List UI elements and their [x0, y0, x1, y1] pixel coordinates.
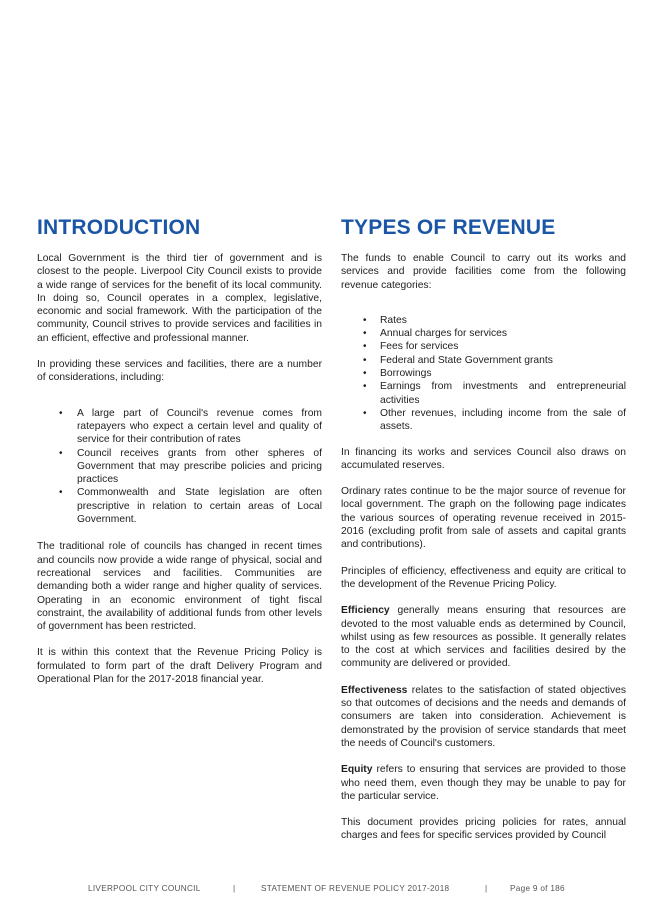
effectiveness-definition: relates to the satisfaction of stated objectives so that outcomes of decisions and the needs and demands of consumers are taken into consideration. Achievement is demonstrated by the provision of service standards that meet the needs of Council's customers.	[341, 684, 626, 749]
bullet-icon: •	[363, 381, 367, 393]
list-item: • Federal and State Government grants	[363, 354, 553, 366]
list-item: • Commonwealth and State legislation are often prescriptive in relation to certain areas of Local Government.	[59, 487, 322, 526]
effectiveness-paragraph	[341, 684, 626, 750]
footer-page-number: Page 9 of 186	[510, 884, 565, 893]
bullet-icon: •	[363, 407, 367, 419]
list-item: • Rates	[363, 314, 407, 326]
footer-separator: |	[233, 884, 236, 893]
revenue-paragraph-3: Ordinary rates continue to be the major source of revenue for local government. The graph on the following page indicates the various sources of operating revenue received in 2015-2016 (excluding profit from sale of assets and capital grants and contributions).	[341, 486, 626, 551]
efficiency-term: Efficiency	[341, 605, 390, 617]
equity-paragraph	[341, 763, 626, 803]
list-item: • Other revenues, including income from the sale of assets.	[363, 407, 626, 433]
footer-organization: LIVERPOOL CITY COUNCIL	[88, 884, 201, 893]
equity-definition: refers to ensuring that services are provided to those who need them, even though they may be unable to pay for the particular service.	[341, 764, 626, 802]
considerations-list	[37, 398, 322, 527]
bullet-icon: •	[59, 407, 63, 419]
revenue-paragraph-4: Principles of efficiency, effectiveness and equity are critical to the development of the Revenue Pricing Policy.	[341, 565, 626, 590]
efficiency-paragraph	[341, 604, 626, 670]
bullet-icon: •	[363, 354, 367, 366]
revenue-paragraph-1: The funds to enable Council to carry out its works and services and provide facilities come from the following revenue categories:	[341, 253, 626, 291]
intro-paragraph-1: Local Government is the third tier of government and is closest to the people. Liverpool City Council exists to provide a wide range of services for the benefit of its local community. In doing so, Council operates in a complex, legislative, economic and social framework. With the participation of the community, Council strives to provide services and facilities in an efficient, effective and professional manner.	[37, 253, 322, 344]
revenue-categories-list	[341, 305, 626, 434]
list-item: • Council receives grants from other spheres of Government that may prescribe policies and pricing practices	[59, 447, 322, 486]
bullet-icon: •	[363, 341, 367, 353]
efficiency-definition: generally means ensuring that resources are devoted to the most valuable ends as determined by Council, whilst using as few resources as possible. It generally relates to the cost at which services and facilities desired by the community are delivered or provided.	[341, 605, 626, 670]
revenue-paragraph-2: In financing its works and services Council also draws on accumulated reserves.	[341, 446, 626, 471]
page-footer	[0, 884, 653, 898]
list-item: • Fees for services	[363, 341, 459, 353]
revenue-column	[341, 214, 626, 856]
bullet-icon: •	[59, 487, 63, 499]
intro-paragraph-3: The traditional role of councils has changed in recent times and councils now provide a wide range of physical, social and recreational services and facilities. Communities are demanding both a wider range and higher quality of services. Operating in an economic environment of tight fiscal constraint, the availability of additional funds from other levels of government has been restricted.	[37, 541, 322, 633]
list-item: • Annual charges for services	[363, 328, 508, 340]
intro-paragraph-2: In providing these services and facilities, there are a number of considerations, including:	[37, 359, 322, 384]
footer-separator: |	[485, 884, 488, 893]
bullet-icon: •	[363, 314, 367, 326]
bullet-icon: •	[363, 368, 367, 380]
intro-paragraph-4: It is within this context that the Revenue Pricing Policy is formulated to form part of the draft Delivery Program and Operational Plan for the 2017-2018 financial year.	[37, 647, 322, 686]
list-item: • A large part of Council's revenue comes from ratepayers who expect a certain level and quality of service for their contribution of rates	[59, 407, 322, 446]
footer-document-title: STATEMENT OF REVENUE POLICY 2017-2018	[261, 884, 450, 893]
list-item: • Earnings from investments and entrepreneurial activities	[363, 381, 626, 406]
revenue-paragraph-5: This document provides pricing policies for rates, annual charges and fees for specific services provided by Council	[341, 817, 626, 842]
bullet-icon: •	[59, 447, 63, 459]
bullet-icon: •	[363, 328, 367, 340]
effectiveness-term: Effectiveness	[341, 684, 408, 696]
introduction-heading: INTRODUCTION	[37, 216, 201, 239]
revenue-heading: TYPES OF REVENUE	[341, 216, 556, 239]
introduction-column	[37, 214, 322, 699]
list-item: • Borrowings	[363, 368, 432, 380]
equity-term: Equity	[341, 764, 373, 776]
